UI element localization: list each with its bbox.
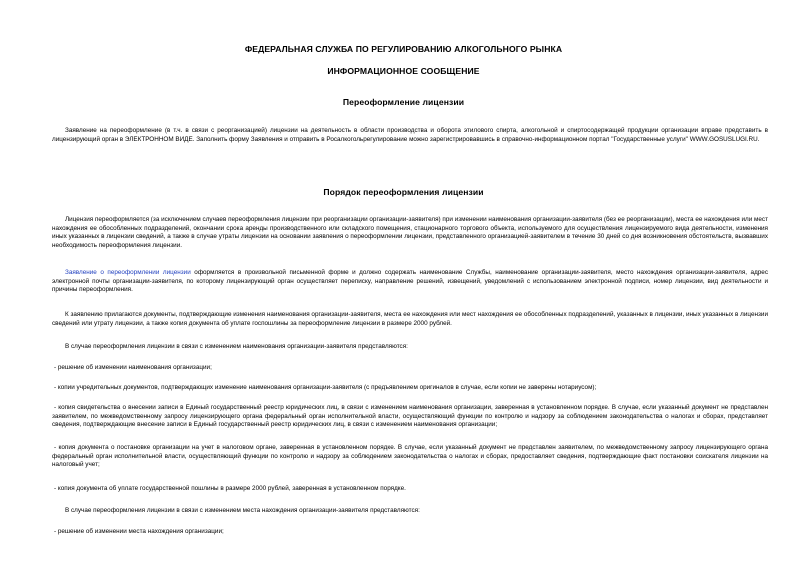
application-paragraph <box>52 269 768 295</box>
list-item: - копии учредительных документов, подтверждающих изменение наименования организации-заявителя (с предъявлением оригиналов в случае, если копии не заверены нотариусом); <box>54 384 597 391</box>
section2-title: Порядок переоформления лицензии <box>323 187 484 197</box>
agency-heading: ФЕДЕРАЛЬНАЯ СЛУЖБА ПО РЕГУЛИРОВАНИЮ АЛКОГОЛЬНОГО РЫНКА <box>244 44 563 54</box>
list-item: - копия свидетельства о внесении записи в Единый государственный реестр юридических лиц, в связи с изменением наименования организации, заверенная в установленном порядке. В случае, если указанный документ не представлен заявителем, по межведомственному запросу лицензирующего органа федеральный орган исполнительной власти, осуществляющий функции по контролю и надзору за соблюдением законодательства о налогах и сборах, представляет сведения, подтверждающие внесение записи в Единый государственный реестр юридических лиц, в связи с изменением наименования организации; <box>52 404 768 429</box>
list-item: - копия документа о постановке организации на учет в налоговом органе, заверенная в установленном порядке. В случае, если указанный документ не представлен заявителем, по межведомственному запросу лицензирующего органа федеральный орган исполнительной власти, осуществляющий функции по контролю и надзору за соблюдением законодательства о налогах и сборах, предоставляет сведения, подтверждающие факт постановки соискателя лицензии на налоговый учет; <box>52 444 768 469</box>
location-change-intro: В случае переоформления лицензии в связи с изменением места нахождения организации-заявителя представляются: <box>65 507 420 514</box>
procedure-paragraph: Лицензия переоформляется (за исключением случаев переоформления лицензии при реорганизации организации-заявителя) при изменении наименования организации-заявителя (без ее реорганизации), места ее нахождения или мест нахождения ее обособленных подразделений, окончании срока аренды производственного или складского помещения, стационарного торгового объекта, используемого для осуществления лицензируемого вида деятельности, изменения иных указанных в лицензии сведений, а также в случае утраты лицензии на основании заявления о переоформлении лицензии, представленного организацией-заявителем в течение 30 дней со дня возникновения обстоятельств, вызвавших необходимость переоформления лицензии. <box>52 216 768 249</box>
name-change-intro: В случае переоформления лицензии в связи с изменением наименования организации-заявителя представляются: <box>65 343 408 350</box>
application-paragraph-text: оформляется в произвольной письменной форме и должно содержать наименование Службы, наименование организации-заявителя, место нахождения организации-заявителя, адрес электронной почты организации-заявителя, по которому лицензирующий орган осуществляет переписку, направление решений, извещений, уведомлений с использованием электронной подписи, номер лицензии, вид деятельности и причины переоформления. <box>52 269 768 294</box>
list-item: - решение об изменении наименования организации; <box>54 364 212 371</box>
list-item: - копия документа об уплате государственной пошлины в размере 2000 рублей, заверенная в установленном порядке. <box>54 485 406 492</box>
application-link[interactable]: Заявление о переоформлении лицензии <box>65 269 191 276</box>
section1-paragraph: Заявление на переоформление (в т.ч. в связи с реорганизацией) лицензии на деятельность в области производства и оборота этилового спирта, алкогольной и спиртосодержащей продукции организации вправе представить в лицензирующий орган в ЭЛЕКТРОННОМ ВИДЕ. Заполнить форму Заявления и отправить в Росалкогольрегулирование можно зарегистрировавшись в справочно-информационном портал "Государственные услуги" WWW.GOSUSLUGI.RU. <box>52 127 768 143</box>
doc-type-heading: ИНФОРМАЦИОННОЕ СООБЩЕНИЕ <box>327 66 480 76</box>
section1-title: Переоформление лицензии <box>342 97 465 107</box>
list-item: - решение об изменении места нахождения организации; <box>54 528 224 535</box>
attachments-paragraph: К заявлению прилагаются документы, подтверждающие изменения наименования организации-заявителя, места ее нахождения или мест нахождения ее обособленных подразделений, указанных в лицензии, иных указанных в лицензии сведений или утрату лицензии, а также копия документа об уплате госпошлины за переоформление лицензии в размере 2000 рублей. <box>52 311 768 327</box>
